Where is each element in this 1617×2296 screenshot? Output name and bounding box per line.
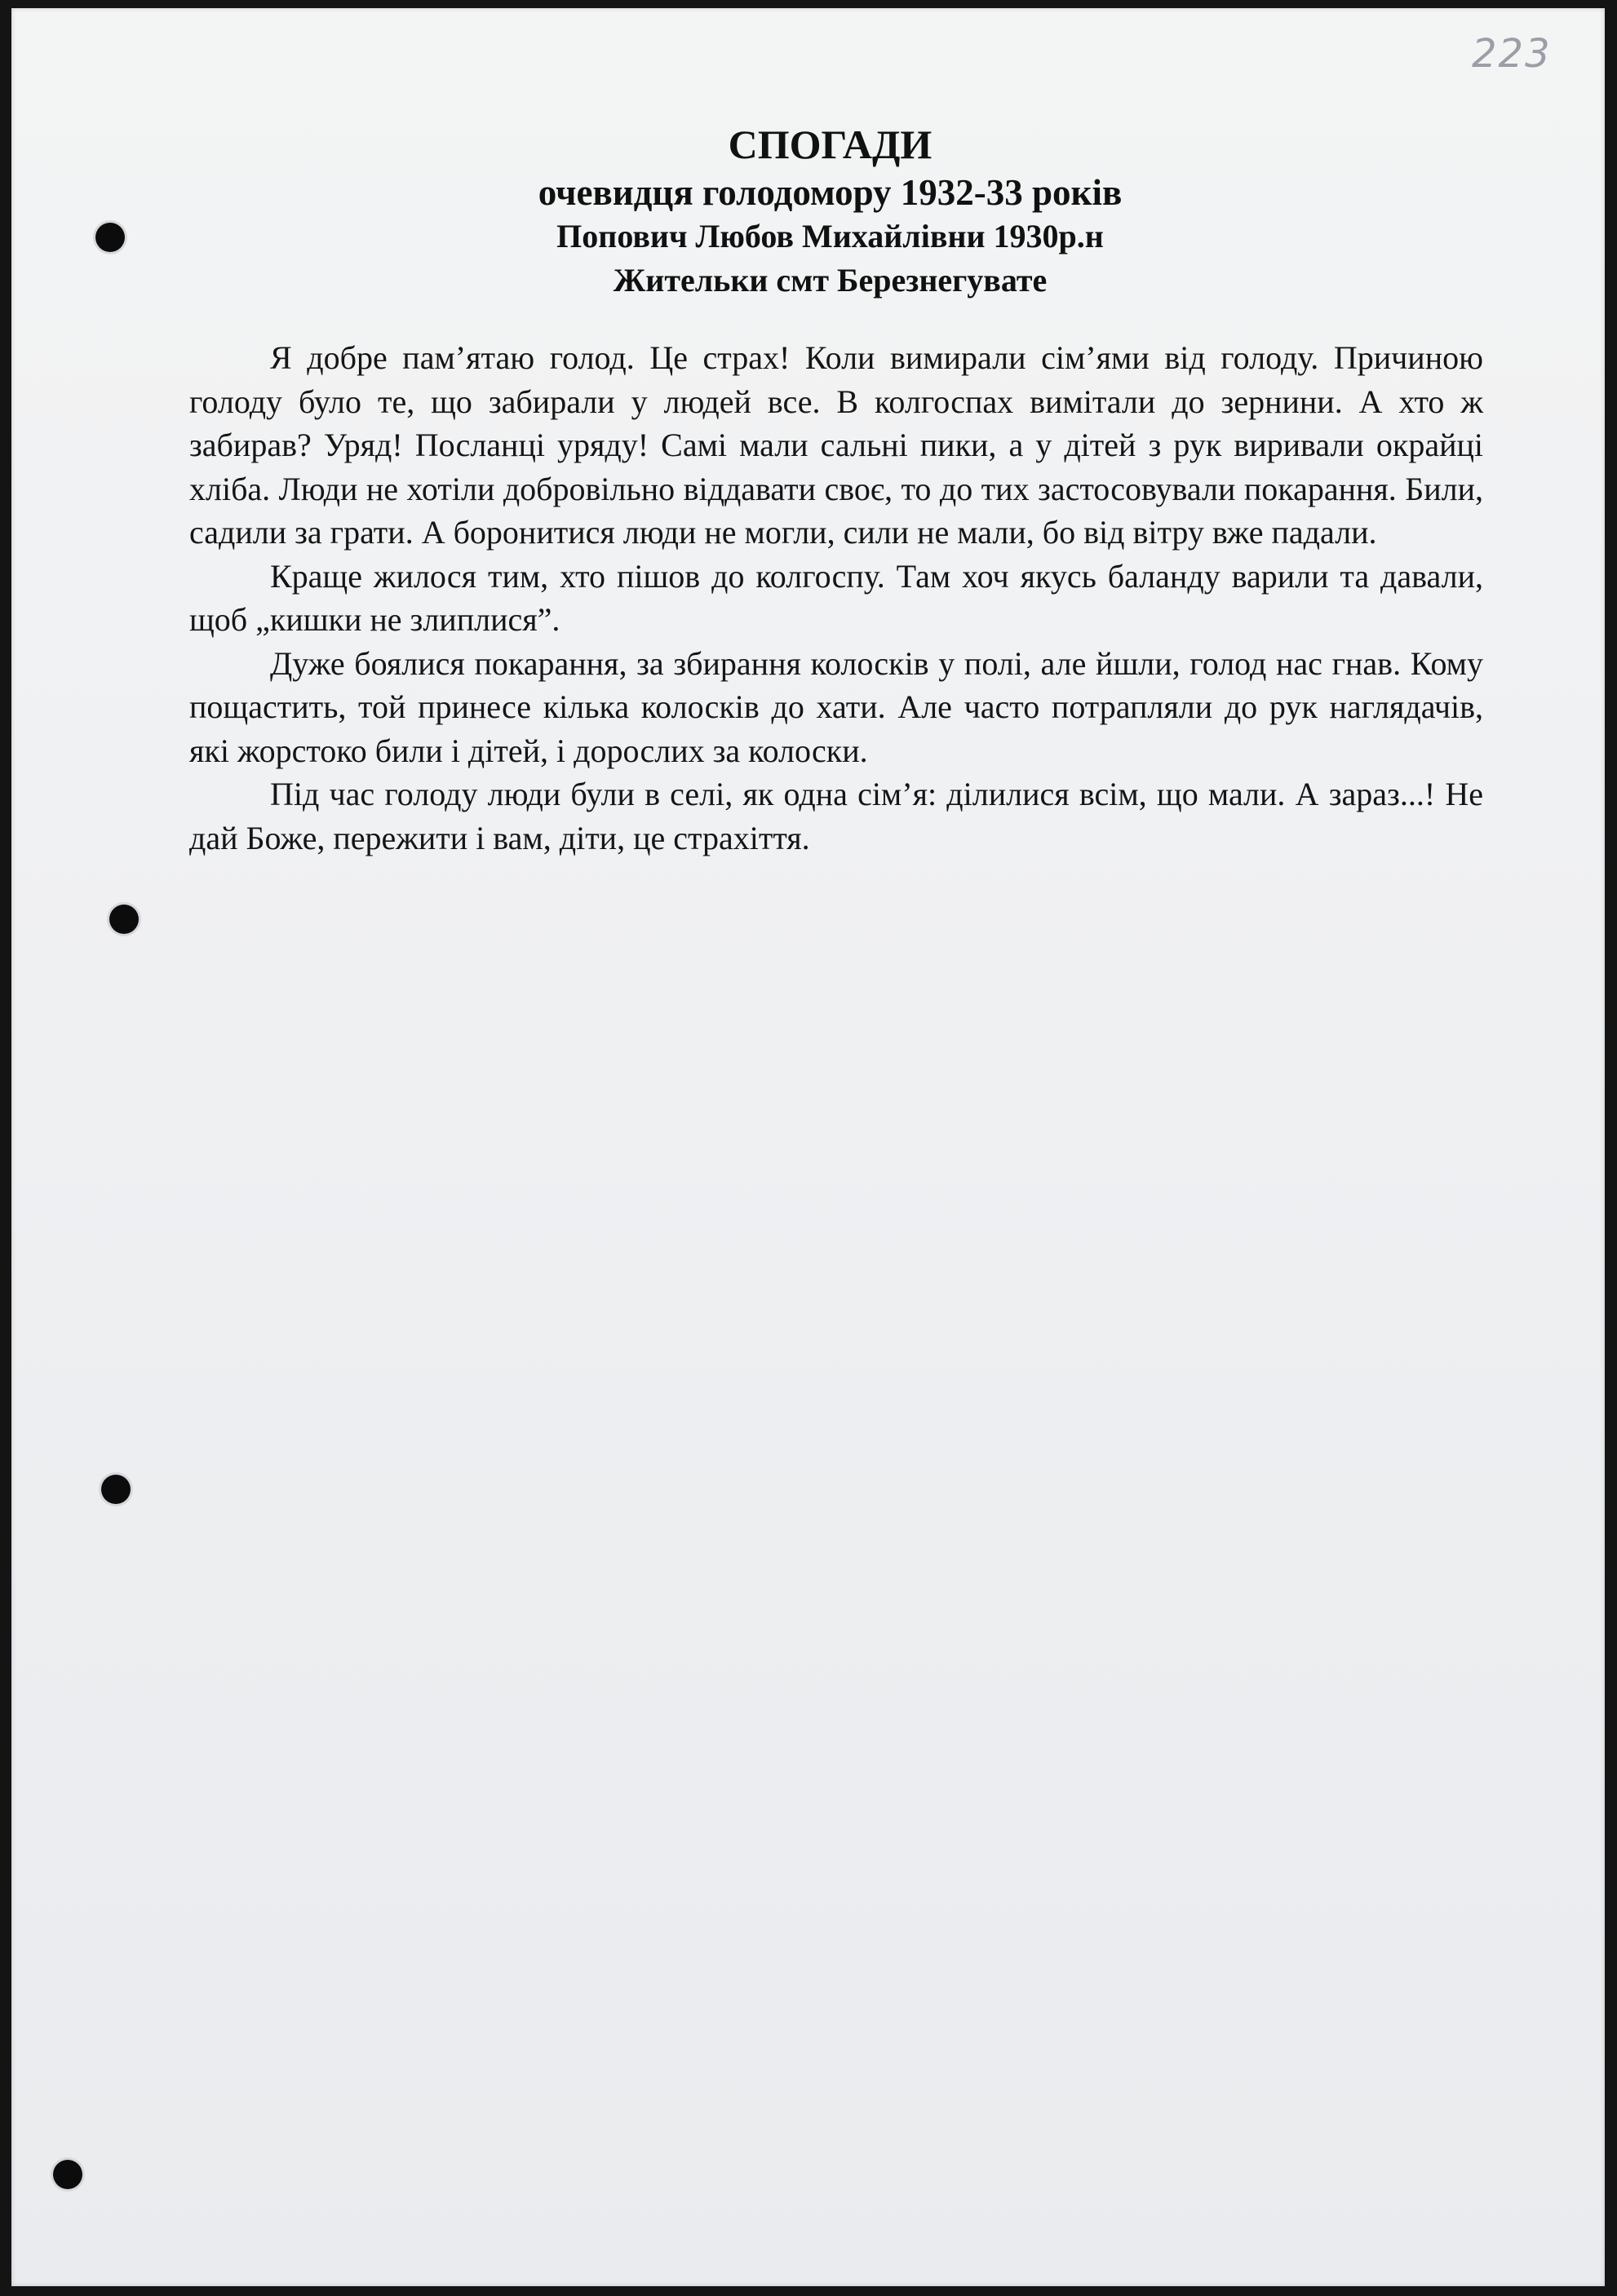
document-title: СПОГАДИ [728, 122, 933, 167]
document-subtitle: очевидця голодомору 1932-33 років [538, 172, 1123, 213]
paragraph-4: Під час голоду люди були в селі, як одна сім’я: ділилися всім, що мали. А зараз...! Не дай Боже, пережити і вам, діти, це страхіття. [189, 776, 1483, 856]
author-line: Попович Любов Михайлівни 1930р.н [556, 218, 1104, 254]
paragraph-3: Дуже боялися покарання, за збирання колосків у полі, але йшли, голод нас гнав. Кому пощастить, той принесе кілька колосків до хати. Але часто потрапляли до рук наглядачів, які жорстоко били і дітей, і дорослих за колоски. [189, 644, 1483, 769]
document-body [189, 336, 1483, 860]
paragraph-2: Краще жилося тим, хто пішов до колгоспу. Там хоч якусь баланду варили та давали, щоб „кишки не злиплися”. [189, 557, 1483, 638]
document-header [0, 118, 1617, 303]
residence-line: Жительки смт Березнегувате [613, 262, 1048, 299]
handwritten-page-number: 223 [1472, 31, 1552, 77]
punch-hole-3 [101, 1475, 131, 1504]
punch-hole-2 [109, 905, 139, 934]
paragraph-1: Я добре пам’ятаю голод. Це страх! Коли вимирали сім’ями від голоду. Причиною голоду було те, що забирали у людей все. В колгоспах вимітали до зернини. А хто ж забирав? Уряд! Посланці уряду! Самі мали сальні пики, а у дітей з рук виривали окрайці хліба. Люди не хотіли добровільно віддавати своє, то до тих застосовували покарання. Били, садили за грати. А боронитися люди не могли, сили не мали, бо від вітру вже падали. [189, 339, 1483, 551]
punch-hole-4 [53, 2160, 82, 2189]
